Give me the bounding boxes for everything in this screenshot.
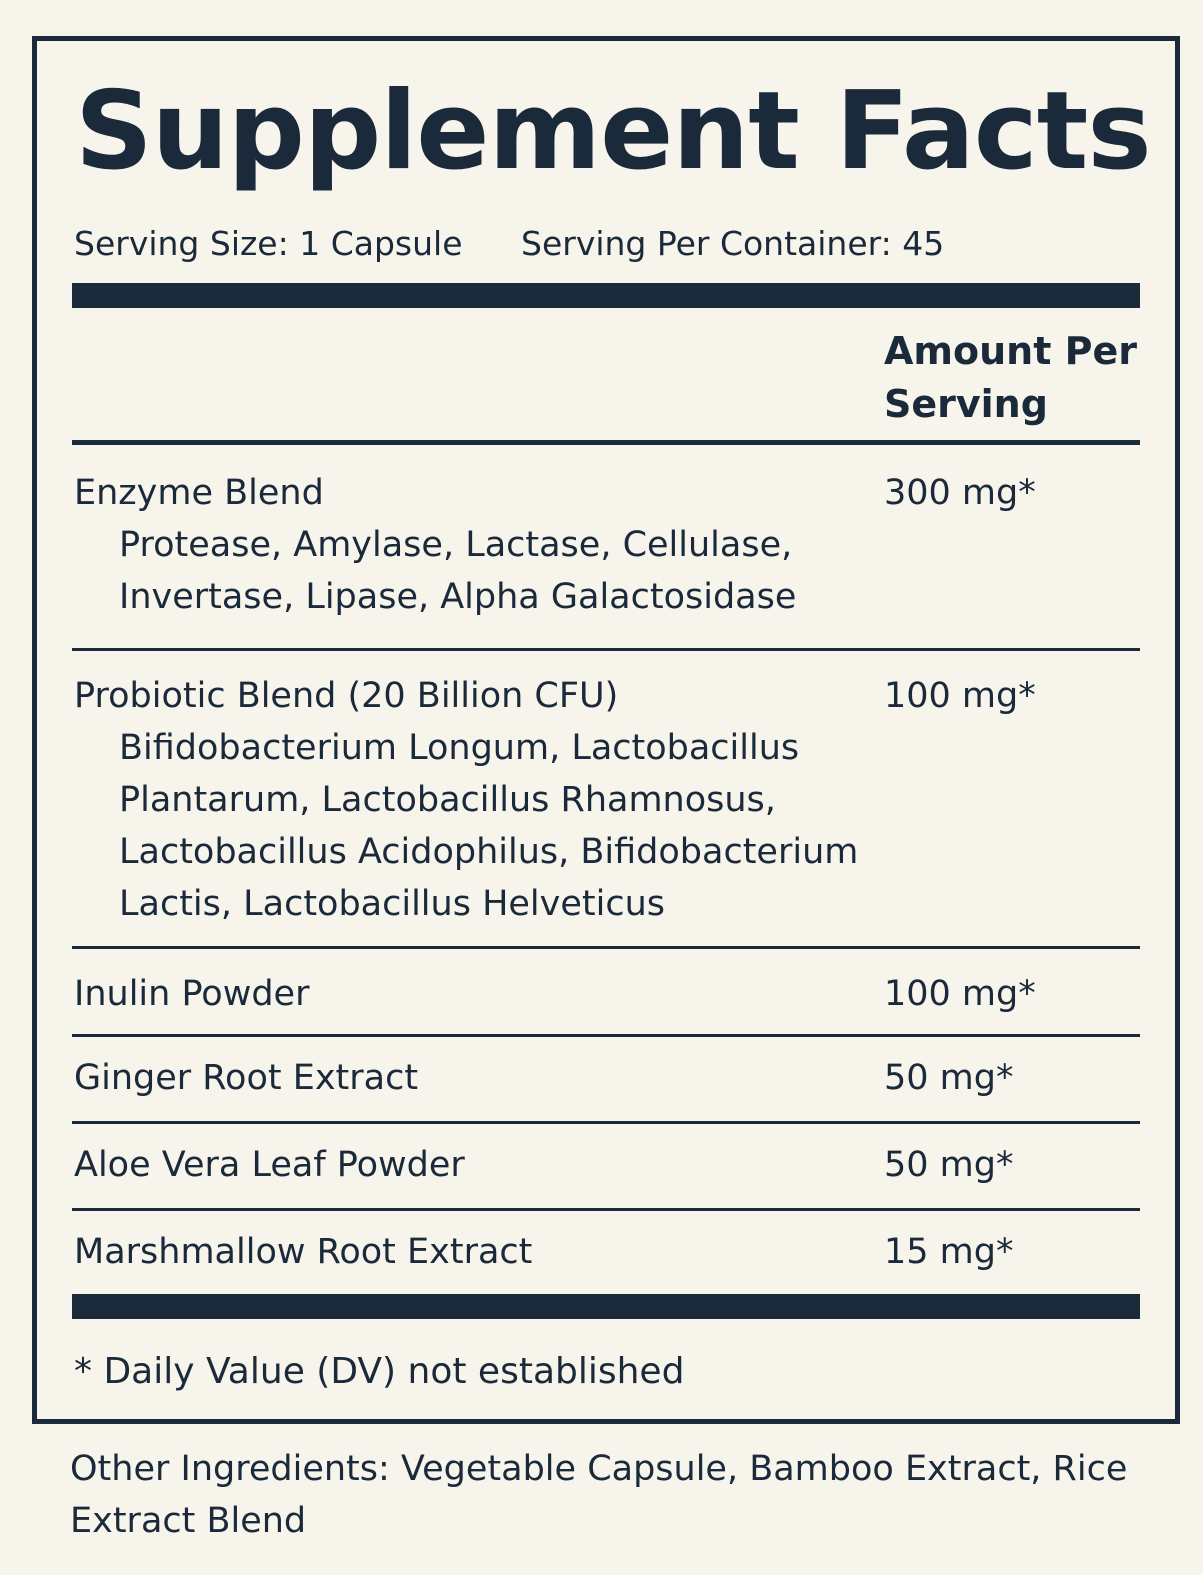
ingredient-amount: 300 mg* bbox=[884, 473, 1036, 513]
ingredient-name: Marshmallow Root Extract bbox=[74, 1232, 533, 1272]
ingredient-name: Ginger Root Extract bbox=[74, 1058, 419, 1098]
ingredient-amount: 100 mg* bbox=[884, 676, 1036, 716]
row-divider bbox=[72, 1034, 1140, 1037]
row-divider bbox=[72, 1121, 1140, 1124]
top-thick-rule bbox=[72, 283, 1140, 308]
row-divider bbox=[72, 946, 1140, 949]
ingredient-name: Enzyme Blend bbox=[74, 473, 324, 513]
servings-per-container: Serving Per Container: 45 bbox=[521, 224, 945, 263]
ingredient-components: Protease, Amylase, Lactase, Cellulase, Invertase, Lipase, Alpha Galactosidase bbox=[119, 525, 797, 617]
bottom-thick-rule bbox=[72, 1294, 1140, 1319]
ingredient-amount: 100 mg* bbox=[884, 974, 1036, 1014]
daily-value-footnote: * Daily Value (DV) not established bbox=[74, 1351, 685, 1392]
ingredient-name: Probiotic Blend (20 Billion CFU) bbox=[74, 676, 619, 716]
supplement-facts-panel bbox=[32, 36, 1180, 1424]
ingredient-name: Aloe Vera Leaf Powder bbox=[74, 1145, 465, 1185]
row-divider bbox=[72, 1208, 1140, 1211]
label-title: Supplement Facts bbox=[75, 69, 1151, 194]
ingredient-amount: 50 mg* bbox=[884, 1058, 1014, 1098]
amount-per-serving-header: Amount Per Serving bbox=[884, 329, 1137, 426]
ingredient-amount: 15 mg* bbox=[884, 1232, 1014, 1272]
ingredient-components: Bifidobacterium Longum, Lactobacillus Plantarum, Lactobacillus Rhamnosus, Lactobacillus Acidophilus, Bifidobacterium Lactis, Lactobacillus Helveticus bbox=[119, 728, 859, 924]
row-divider bbox=[72, 648, 1140, 651]
ingredient-name: Inulin Powder bbox=[74, 974, 310, 1014]
ingredient-amount: 50 mg* bbox=[884, 1145, 1014, 1185]
other-ingredients: Other Ingredients: Vegetable Capsule, Bamboo Extract, Rice Extract Blend bbox=[70, 1449, 1128, 1541]
header-rule bbox=[72, 440, 1140, 445]
serving-size: Serving Size: 1 Capsule bbox=[74, 224, 463, 263]
